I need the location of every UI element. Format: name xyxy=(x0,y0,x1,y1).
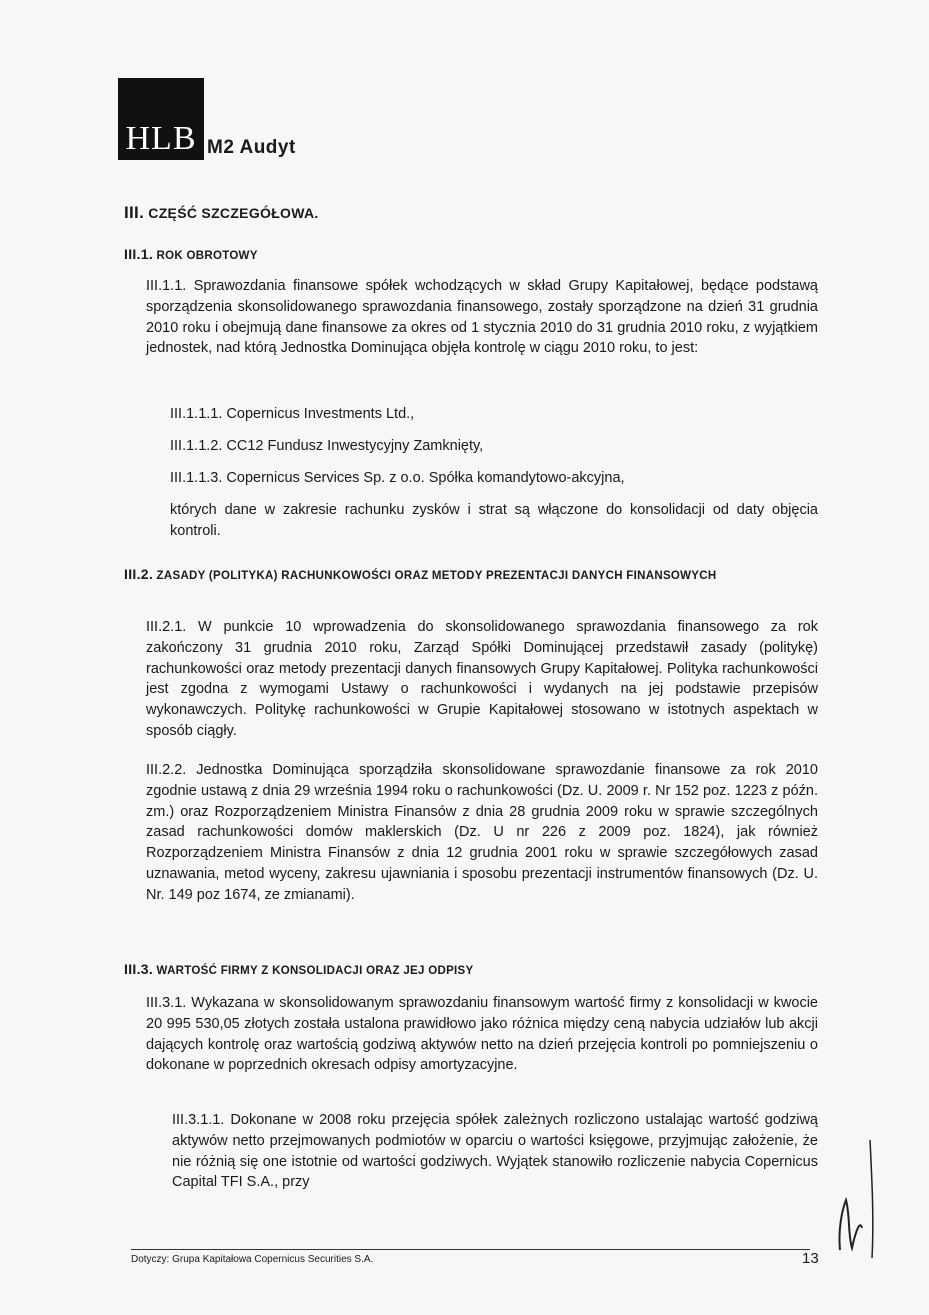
section-title xyxy=(124,203,319,223)
paragraph-iii-2-1: III.2.1. W punkcie 10 wprowadzenia do skonsolidowanego sprawozdania finansowego za rok zakończony 31 grudnia 2010 roku, Zarząd Spółki Dominującej przedstawił zasady (politykę) rachunkowości oraz metody prezentacji danych finansowych Grupy Kapitałowej. Polityka rachunkowości jest zgodna z wymogami Ustawy o rachunkowości i wydanych na jej podstawie przepisów wykonawczych. Politykę rachunkowości w Grupie Kapitałowej stosowano w istotnych aspektach w sposób ciągły. xyxy=(146,619,818,739)
section-title-text: CZĘŚĆ SZCZEGÓŁOWA. xyxy=(148,205,319,221)
company-logo xyxy=(118,78,296,160)
heading-number: III.2. xyxy=(124,566,154,582)
heading-rok-obrotowy xyxy=(124,245,258,265)
heading-zasady-polityka xyxy=(124,565,814,585)
heading-number: III.1. xyxy=(124,246,154,262)
logo-name: M2 Audyt xyxy=(207,137,296,158)
heading-text: ROK OBROTOWY xyxy=(156,250,258,262)
paragraph-iii-1-1-tail: których dane w zakresie rachunku zysków i strat są włączone do konsolidacji od daty objęcia kontroli. xyxy=(170,502,818,539)
handwritten-initials xyxy=(830,1130,890,1260)
paragraph-iii-3-1: III.3.1. Wykazana w skonsolidowanym sprawozdaniu finansowym wartość firmy z konsolidacji w kwocie 20 995 530,05 złotych została ustalona prawidłowo jako różnica między ceną nabycia udziałów lub akcji dających kontrolę oraz wartością godziwą aktywów netto na dzień przejęcia kontroli po pomniejszeniu o dokonane w poprzednich okresach odpisy amortyzacyjne. xyxy=(146,995,818,1074)
heading-text: ZASADY (POLITYKA) RACHUNKOWOŚCI ORAZ METODY PREZENTACJI DANYCH FINANSOWYCH xyxy=(156,570,717,582)
footer-text: Dotyczy: Grupa Kapitałowa Copernicus Securities S.A. xyxy=(131,1254,374,1265)
paragraph-iii-1-1: III.1.1. Sprawozdania finansowe spółek wchodzących w skład Grupy Kapitałowej, będące podstawą sporządzenia skonsolidowanego sprawozdania finansowego, zostały sporządzone na dzień 31 grudnia 2010 roku i obejmują dane finansowe za okres od 1 stycznia 2010 do 31 grudnia 2010 roku, z wyjątkiem jednostek, nad którą Jednostka Dominująca objęła kontrolę w ciągu 2010 roku, to jest: xyxy=(146,278,818,357)
paragraph-iii-2-2: III.2.2. Jednostka Dominująca sporządziła skonsolidowane sprawozdanie finansowe za rok 2010 zgodnie ustawą z dnia 29 września 1994 roku o rachunkowości (Dz. U. 2009 r. Nr 152 poz. 1223 z późn. zm.) oraz Rozporządzeniem Ministra Finansów z dnia 28 grudnia 2009 roku w sprawie szczególnych zasad rachunkowości domów maklerskich (Dz. U nr 226 z 2009 poz. 1824), jak również Rozporządzeniem Ministra Finansów z dnia 12 grudnia 2001 roku w sprawie szczegółowych zasad uznawania, metod wyceny, zakresu ujawniania i sposobu prezentacji instrumentów finansowych (Dz. U. Nr. 149 poz 1674, ze zmianami). xyxy=(146,762,818,903)
heading-wartosc-firmy xyxy=(124,960,473,980)
section-number: III. xyxy=(124,203,145,222)
list-item: III.1.1.2. CC12 Fundusz Inwestycyjny Zamknięty, xyxy=(170,438,484,454)
heading-number: III.3. xyxy=(124,961,154,977)
logo-mark: HLB xyxy=(118,78,204,160)
list-item: III.1.1.3. Copernicus Services Sp. z o.o. Spółka komandytowo-akcyjna, xyxy=(170,470,625,486)
footer-divider xyxy=(131,1249,810,1250)
page-number: 13 xyxy=(802,1250,819,1267)
list-item: III.1.1.1. Copernicus Investments Ltd., xyxy=(170,406,415,422)
heading-text: WARTOŚĆ FIRMY Z KONSOLIDACJI ORAZ JEJ ODPISY xyxy=(156,965,474,977)
paragraph-iii-3-1-1: III.3.1.1. Dokonane w 2008 roku przejęcia spółek zależnych rozliczono ustalając wartość godziwą aktywów netto przejmowanych podmiotów w oparciu o wartości księgowe, przyjmując założenie, że nie różnią się one istotnie od wartości godziwych. Wyjątek stanowiło rozliczenie nabycia Copernicus Capital TFI S.A., przy xyxy=(172,1112,818,1191)
